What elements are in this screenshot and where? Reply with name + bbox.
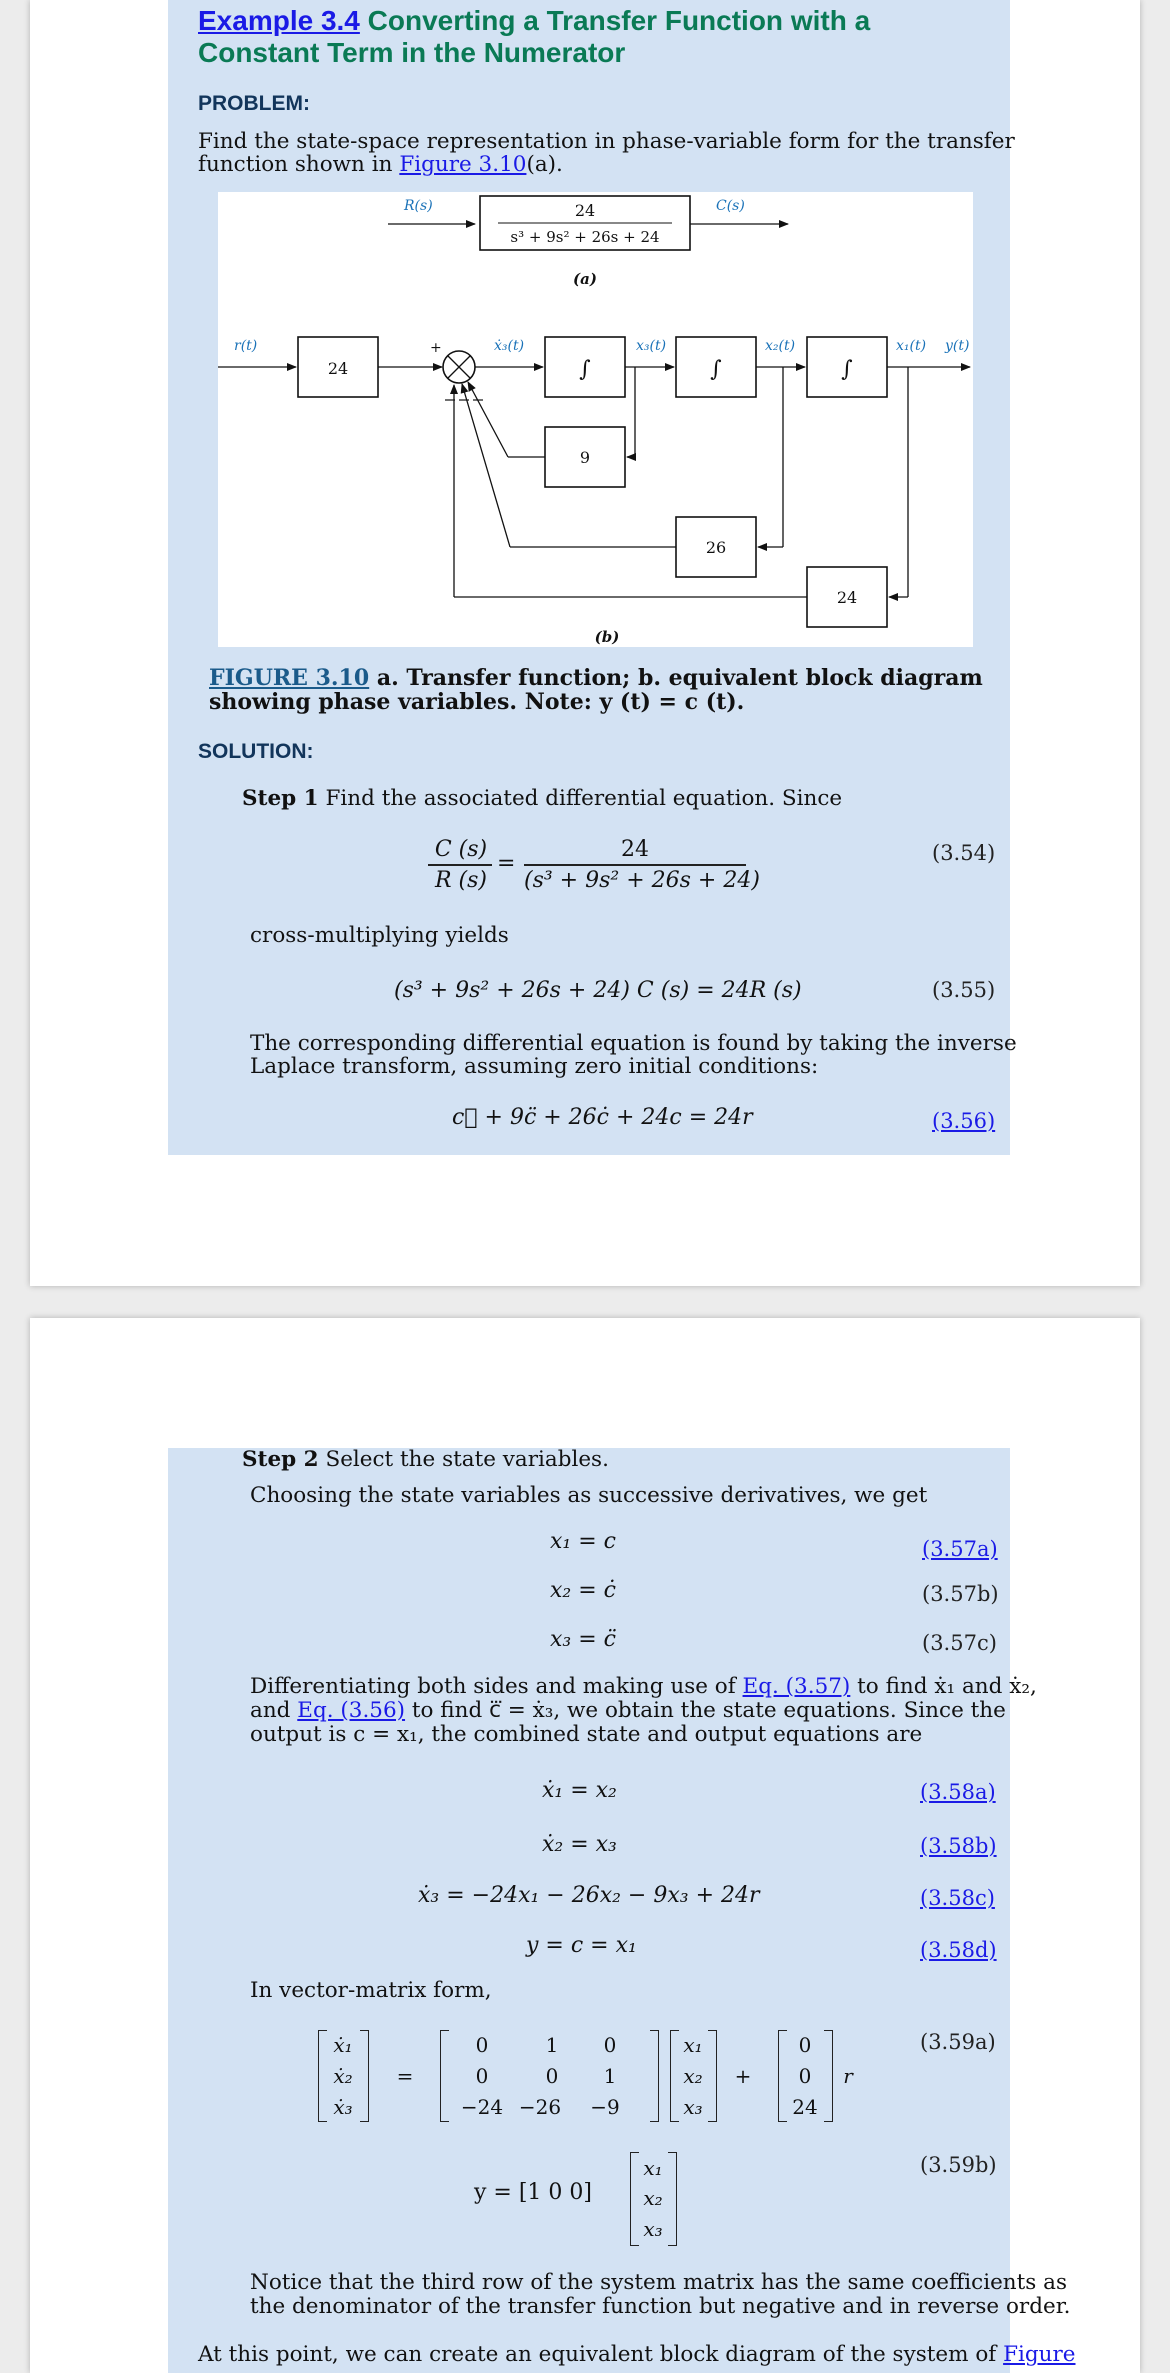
figure-caption-line1: FIGURE 3.10 a. Transfer function; b. equivalent block diagram (209, 665, 983, 691)
differentiating-text-line2: and Eq. (3.56) to find c⃛ = ẋ₃, we obtain the state equations. Since the (250, 1698, 1006, 1723)
sum-plus-sign: + (430, 340, 442, 356)
matrix-a-r2c3: 1 (603, 2064, 617, 2088)
eq359a-lhs-row3: ẋ₃ (333, 2095, 353, 2119)
matrix-a-r3c3: −9 (590, 2095, 620, 2119)
block-diagram-svg (218, 192, 973, 647)
tf-numerator: 24 (574, 201, 596, 220)
problem-text-line2: function shown in Figure 3.10(a). (198, 152, 563, 177)
eq356-number-link[interactable]: (3.56) (932, 1109, 996, 1133)
figure-link[interactable]: Figure (1003, 2342, 1076, 2367)
state-vector-x2: x₂ (683, 2064, 703, 2088)
eq358c-expression: ẋ₃ = −24x₁ − 26x₂ − 9x₃ + 24r (418, 1883, 760, 1908)
matrix-a-r1c2: 1 (545, 2033, 559, 2057)
eq359a-equals: = (396, 2064, 414, 2088)
feedback-24-label: 24 (836, 588, 858, 607)
feedback-26-label: 26 (705, 538, 727, 557)
example-title: Example 3.4 Converting a Transfer Function with a (198, 5, 871, 36)
eq-3-56-link[interactable]: Eq. (3.56) (297, 1698, 406, 1723)
eq359b-lhs: y = [1 0 0] (474, 2180, 592, 2205)
x3dot-label: ẋ₃(t) (494, 338, 525, 354)
matrix-a-r2c2: 0 (545, 2064, 559, 2088)
eq359a-plus: + (734, 2064, 752, 2088)
eq359b-x1: x₁ (643, 2156, 663, 2180)
eq358d-number-link[interactable]: (3.58d) (920, 1938, 997, 1962)
eq359a-lhs-row1: ẋ₁ (333, 2033, 353, 2057)
eq354-rhs-numerator: 24 (621, 837, 649, 862)
gain-block-label: 24 (327, 359, 349, 378)
eq359b-x3: x₃ (643, 2217, 663, 2241)
eq354-number: (3.54) (932, 841, 996, 865)
tf-output-label: C(s) (716, 198, 745, 214)
matrix-a-r2c1: 0 (475, 2064, 489, 2088)
matrix-a-r1c3: 0 (603, 2033, 617, 2057)
state-vector-x1: x₁ (683, 2033, 703, 2057)
eq358c-number-link[interactable]: (3.58c) (920, 1886, 995, 1910)
figure-3-10-diagram (218, 192, 973, 647)
figure-caption-line2: showing phase variables. Note: y (t) = c (t). (209, 689, 745, 715)
input-rt-label: r(t) (234, 338, 258, 354)
diff-eq-text-line1: The corresponding differential equation is found by taking the inverse (250, 1031, 1017, 1056)
problem-text-line1: Find the state-space representation in phase-variable form for the transfer (198, 129, 1015, 154)
eq354-rhs-denominator: (s³ + 9s² + 26s + 24) (524, 868, 760, 893)
eq359b-number: (3.59b) (920, 2153, 997, 2177)
figure-3-10-link[interactable]: Figure 3.10 (399, 152, 527, 177)
choose-states-text: Choosing the state variables as successive derivatives, we get (250, 1483, 928, 1508)
integrator-1-symbol: ∫ (579, 357, 591, 382)
matrix-a-r3c2: −26 (518, 2095, 562, 2119)
tf-denominator: s³ + 9s² + 26s + 24 (510, 228, 660, 246)
cross-multiplying-text: cross-multiplying yields (250, 923, 509, 948)
eq357a-number-link[interactable]: (3.57a) (922, 1537, 998, 1561)
eq359a-lhs-row2: ẋ₂ (333, 2064, 353, 2088)
eq358d-expression: y = c = x₁ (526, 1933, 637, 1958)
eq357b-number: (3.57b) (922, 1582, 999, 1606)
diff-eq-text-line2: Laplace transform, assuming zero initial conditions: (250, 1054, 819, 1079)
matrix-b-r2: 0 (798, 2064, 812, 2088)
example-title-line2: Constant Term in the Numerator (198, 37, 626, 68)
matrix-a-r1c1: 0 (475, 2033, 489, 2057)
notice-text-line1: Notice that the third row of the system matrix has the same coefficients as (250, 2270, 1068, 2295)
integrator-3-symbol: ∫ (841, 357, 853, 382)
matrix-b-r1: 0 (798, 2033, 812, 2057)
tf-input-label: R(s) (404, 198, 433, 214)
figure-a-label: (a) (573, 270, 597, 288)
eq358a-expression: ẋ₁ = x₂ (542, 1778, 617, 1803)
y-label: y(t) (945, 338, 970, 354)
eq359a-input-r: r (843, 2064, 853, 2088)
eq357b-expression: x₂ = ċ (550, 1578, 616, 1603)
matrix-b-r3: 24 (792, 2095, 818, 2119)
vector-form-text: In vector-matrix form, (250, 1978, 492, 2003)
x2-label: x₂(t) (765, 338, 796, 354)
differentiating-text-line1: Differentiating both sides and making use of Eq. (3.57) to find ẋ₁ and ẋ₂, (250, 1674, 1037, 1699)
eq359b-x2: x₂ (643, 2186, 663, 2210)
eq356-expression: c⃛ + 9c̈ + 26ċ + 24c = 24r (452, 1105, 753, 1130)
x1-label: x₁(t) (896, 338, 927, 354)
figure-b-label: (b) (594, 628, 620, 646)
eq357c-expression: x₃ = c̈ (550, 1627, 616, 1652)
integrator-2-symbol: ∫ (710, 357, 722, 382)
example-number-link[interactable]: Example 3.4 (198, 5, 360, 36)
eq359a-number: (3.59a) (920, 2030, 996, 2054)
problem-heading: PROBLEM: (198, 92, 310, 115)
step1-text: Step 1 Find the associated differential equation. Since (242, 786, 843, 811)
x3-label: x₃(t) (636, 338, 667, 354)
eq358b-expression: ẋ₂ = x₃ (542, 1832, 617, 1857)
feedback-9-label: 9 (579, 448, 591, 467)
eq355-expression: (s³ + 9s² + 26s + 24) C (s) = 24R (s) (394, 978, 802, 1003)
eq354-equals: = (497, 851, 516, 876)
step2-text: Step 2 Select the state variables. (242, 1447, 609, 1472)
eq355-number: (3.55) (932, 978, 996, 1002)
figure-caption-link[interactable]: FIGURE 3.10 (209, 665, 370, 691)
state-vector-x3: x₃ (683, 2095, 703, 2119)
eq358b-number-link[interactable]: (3.58b) (920, 1834, 997, 1858)
eq-3-57-link[interactable]: Eq. (3.57) (742, 1674, 851, 1699)
eq354-lhs-denominator: R (s) (434, 868, 487, 893)
matrix-a-r3c1: −24 (460, 2095, 504, 2119)
eq357c-number: (3.57c) (922, 1631, 997, 1655)
eq357a-expression: x₁ = c (550, 1529, 616, 1554)
eq358a-number-link[interactable]: (3.58a) (920, 1780, 996, 1804)
solution-heading: SOLUTION: (198, 740, 314, 763)
eq354-lhs-numerator: C (s) (434, 837, 488, 862)
differentiating-text-line3: output is c = x₁, the combined state and output equations are (250, 1722, 923, 1747)
notice-text-line2: the denominator of the transfer function but negative and in reverse order. (250, 2294, 1071, 2319)
final-paragraph-text: At this point, we can create an equivalent block diagram of the system of Figure (198, 2342, 1076, 2367)
